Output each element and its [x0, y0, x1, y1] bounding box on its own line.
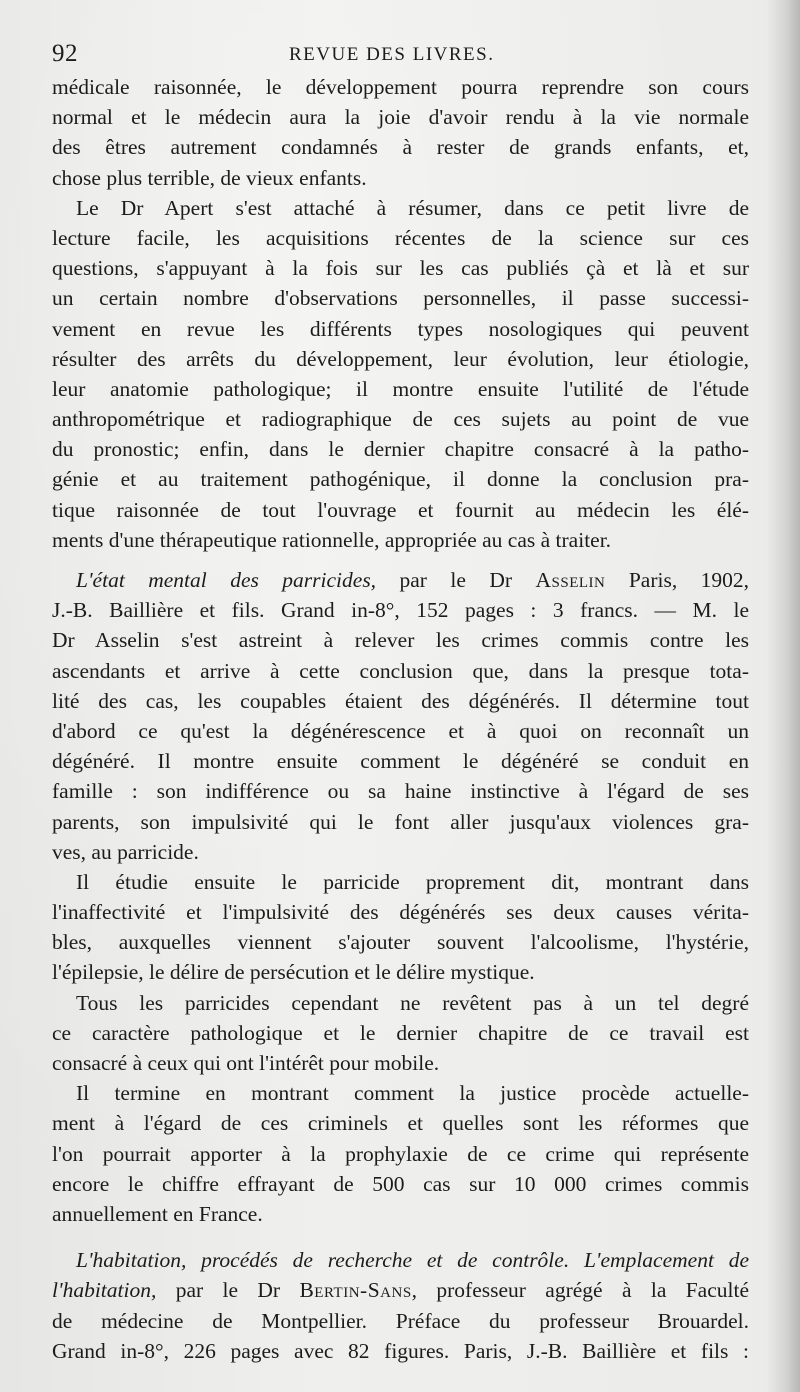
- paragraph-apert: [52, 193, 749, 555]
- paragraph-parricide-study: [52, 867, 749, 988]
- review-heading-line: [52, 565, 749, 595]
- text-line: ments d'une thérapeutique rationnelle, appropriée au cas à traiter.: [52, 527, 612, 552]
- review-heading-line: [52, 1275, 749, 1305]
- publication-place-date: Paris, 1902,: [628, 568, 750, 592]
- text-line: ment à l'égard de ces criminels et quelles sont les réformes que: [52, 1111, 749, 1136]
- page-header: [52, 34, 752, 74]
- text-line: l'on pourrait apporter à la prophylaxie de ce crime qui représente: [52, 1141, 749, 1166]
- text-line: Grand in-8°, 226 pages avec 82 figures. Paris, J.-B. Baillière et fils :: [52, 1338, 749, 1363]
- author-affiliation: , professeur agrégé à la Faculté: [411, 1278, 750, 1303]
- text-line: parents, son impulsivité qui le font aller jusqu'aux violences gra-: [52, 809, 749, 834]
- paragraph-gap: [52, 1229, 749, 1245]
- text-line: un certain nombre d'observations personnelles, il passe successi-: [52, 286, 749, 311]
- text-line: bles, auxquelles viennent s'ajouter souvent l'alcoolisme, l'hystérie,: [52, 930, 749, 955]
- review-title: L'habitation, procédés de recherche et de contrôle. L'emplacement de: [76, 1248, 749, 1273]
- text-line: consacré à ceux qui ont l'intérêt pour mobile.: [52, 1051, 440, 1075]
- text-line: d'abord ce qu'est la dégénérescence et à quoi on reconnaît un: [52, 718, 749, 743]
- review-heading-line: [52, 1245, 749, 1275]
- review-title: L'état mental des parricides,: [76, 568, 377, 592]
- text-line: ce caractère pathologique et le dernier chapitre de ce travail est: [52, 1020, 749, 1045]
- text-line: anthropométrique et radiographique de ces sujets au point de vue: [52, 407, 749, 432]
- text-line: chose plus terrible, de vieux enfants.: [52, 165, 367, 190]
- text-line: tique raisonnée de tout l'ouvrage et fournit au médecin les élé-: [52, 497, 749, 522]
- author-name: Asselin: [535, 568, 606, 592]
- text-line: l'épilepsie, le délire de persécution et le délire mystique.: [52, 960, 535, 985]
- page-body: [52, 72, 749, 1366]
- review-bertin-sans: [52, 1245, 749, 1366]
- text-line: des êtres autrement condamnés à rester de grands enfants, et,: [52, 135, 749, 160]
- text-line: Tous les parricides cependant ne revêtent pas à un tel degré: [76, 990, 749, 1015]
- author-prefix: par le Dr: [399, 568, 513, 592]
- text-line: de médecine de Montpellier. Préface du professeur Brouardel.: [52, 1308, 749, 1333]
- text-line: questions, s'appuyant à la fois sur les cas publiés çà et là et sur: [52, 256, 749, 281]
- text-line: normal et le médecin aura la joie d'avoir rendu à la vie normale: [52, 105, 749, 130]
- text-line: Il termine en montrant comment la justice procède actuelle-: [76, 1081, 749, 1106]
- review-asselin: [52, 565, 749, 867]
- text-line: lité des cas, les coupables étaient des dégénérés. Il détermine tout: [52, 688, 749, 713]
- author-prefix: par le Dr: [175, 1278, 281, 1303]
- text-line: génie et au traitement pathogénique, il donne la conclusion pra-: [52, 467, 749, 492]
- text-line: famille : son indifférence ou sa haine instinctive à l'égard de ses: [52, 779, 749, 804]
- text-line: vement en revue les différents types nosologiques qui peuvent: [52, 316, 749, 341]
- text-line: résulter des arrêts du développement, leur évolution, leur étiologie,: [52, 346, 749, 371]
- running-head: REVUE DES LIVRES.: [289, 44, 495, 65]
- text-line: encore le chiffre effrayant de 500 cas sur 10 000 crimes commis: [52, 1171, 749, 1196]
- text-line: du pronostic; enfin, dans le dernier chapitre consacré à la patho-: [52, 437, 749, 462]
- paragraph-continuation: [52, 72, 749, 193]
- text-line: ascendants et arrive à cette conclusion que, dans la presque tota-: [52, 658, 749, 683]
- text-line: médicale raisonnée, le développement pourra reprendre son cours: [52, 75, 749, 99]
- paragraph-justice: [52, 1078, 749, 1229]
- text-line: Le Dr Apert s'est attaché à résumer, dans ce petit livre de: [76, 195, 749, 220]
- text-line: J.-B. Baillière et fils. Grand in-8°, 152 pages : 3 francs. — M. le: [52, 598, 749, 623]
- author-name: Bertin-Sans: [299, 1278, 412, 1303]
- text-line: ves, au parricide.: [52, 839, 199, 864]
- page-number: 92: [52, 40, 78, 67]
- paragraph-gap: [52, 555, 749, 565]
- page-edge-shadow: [766, 0, 800, 1392]
- paragraph-parricide-motive: [52, 988, 749, 1079]
- text-line: l'inaffectivité et l'impulsivité des dégénérés ses deux causes vérita-: [52, 900, 749, 925]
- text-line: dégénéré. Il montre ensuite comment le dégénéré se conduit en: [52, 749, 749, 774]
- text-line: annuellement en France.: [52, 1201, 263, 1226]
- text-line: leur anatomie pathologique; il montre ensuite l'utilité de l'étude: [52, 376, 749, 401]
- review-title-continued: l'habitation,: [52, 1278, 157, 1303]
- text-line: lecture facile, les acquisitions récentes de la science sur ces: [52, 225, 749, 250]
- text-line: Dr Asselin s'est astreint à relever les crimes commis contre les: [52, 628, 749, 653]
- text-line: Il étudie ensuite le parricide proprement dit, montrant dans: [76, 869, 749, 894]
